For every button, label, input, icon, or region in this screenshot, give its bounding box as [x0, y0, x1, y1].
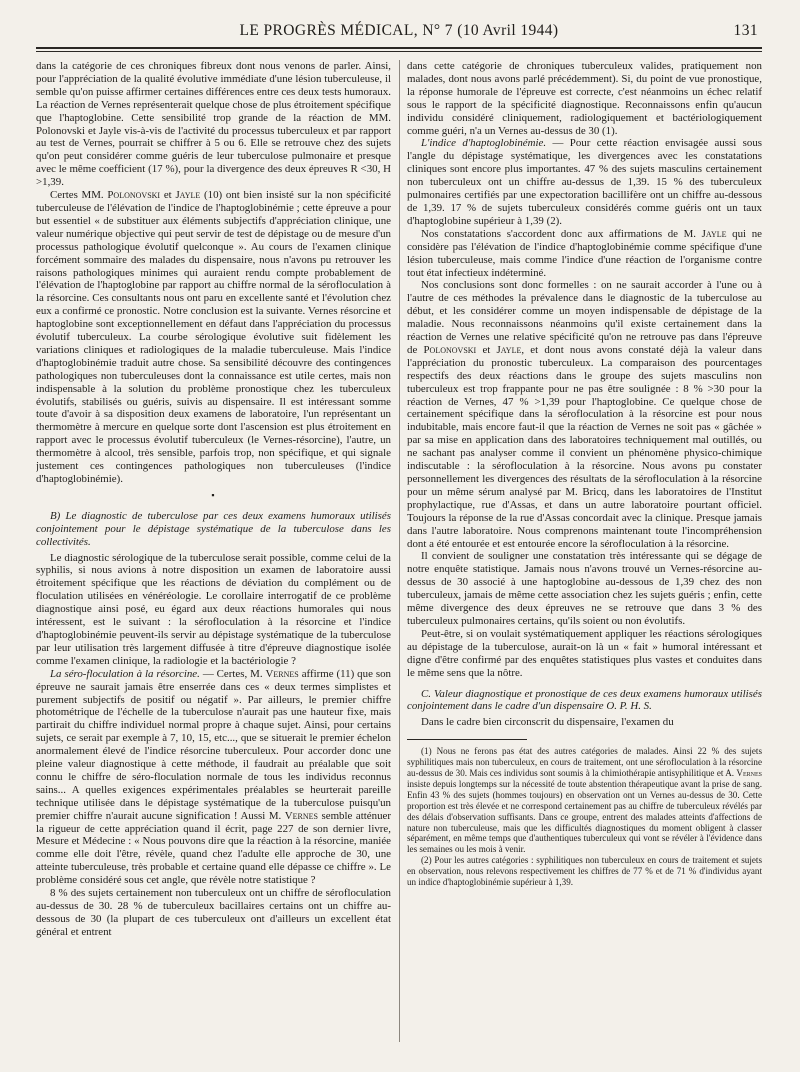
journal-page	[36, 22, 762, 1062]
paragraph: 8 % des sujets certainement non tuberculeux ont un chiffre de sérofloculation au-dessus de 30. 28 % de tuberculeux bacillaires certains ont un chiffre au-dessous de 30 (la plupart de ces tuberculeux ont d'ailleurs un excellent état général et entrent	[36, 887, 391, 938]
paragraph: Nos conclusions sont donc formelles : on ne saurait accorder à l'une ou à l'autre de ces méthodes la prévalence dans le diagnostic de la tuberculose au début, et les considérer comme un moyen indispensable de dépistage de la maladie. Nous reconnaissons néanmoins qu'il existe certainement dans la réaction de Vernes une relative spécificité qu'on ne retrouve pas dans l'épreuve de Polonovski et Jayle, et dont nous avons constaté déjà la valeur dans l'appréciation du pronostic tuberculeux. La comparaison des pourcentages respectifs des deux réactions dans le groupe des sujets masculins non tuberculeux est trop frappante pour ne pas être soulignée : 8 % >30 pour la réaction de Vernes, 47 % >1,39 pour l'haptoglobine. Ce quelque chose de certainement spécifique dans la sérofloculation à la résorcine est pour nous indubitable, mais encore faut-il que la réaction de Vernes ne soit pas « gâchée » par sa mise en application dans des laboratoires techniquement mal outillés, ou ne sachant pas analyser comme il convient un phénomène physico-chimique indiscutable : la sérofloculation à la résorcine. Nous avons pu constater personnellement les divergences des résultats de la sérofloculation à la résorcine pour un même sérum analysé par M. Bricq, dans les laboratoires de l'Institut prophylactique, rue d'Assas, et dans un autre laboratoire pourtant officiel. Toujours la réponse de la rue d'Assas concordait avec la clinique. Presque jamais dans l'autre laboratoire. Nous comprenons maintenant toute l'incompréhension dont a été entourée et est entourée encore la sérofloculation à la résorcine.	[407, 279, 762, 550]
journal-title: LE PROGRÈS MÉDICAL, N° 7 (10 Avril 1944)	[239, 22, 559, 39]
section-heading-c: C. Valeur diagnostique et pronostique de ces deux examens humoraux utilisés conjointement dans le cadre d'un dispensaire O. P. H. S.	[407, 687, 762, 713]
paragraph: Peut-être, si on voulait systématiquement appliquer les réactions sérologiques au dépistage de la tuberculose, aurait-on là un « fait » humoral intéressant et digne d'être confirmé par des enquêtes statistiques plus vastes et conduites dans le même sens que la nôtre.	[407, 627, 762, 679]
section-heading-b: B) Le diagnostic de tuberculose par ces deux examens humoraux utilisés conjointement pour le dépistage systématique de la tuberculose dans les collectivités.	[36, 509, 391, 548]
paragraph: Le diagnostic sérologique de la tuberculose serait possible, comme celui de la syphilis, si nous avions à notre disposition un examen de laboratoire aussi étroitement spécifique que les réactions de déviation du complément ou de floculation utilisées en vénéréologie. Le corollaire interrogatif de ce problème diagnostique ainsi posé, eu égard aux deux réactions humorales qui nous intéressent, est le suivant : la sérofloculation à la résorcine et l'indice d'haptoglobinémie peuvent-ils servir au dépistage systématique de la tuberculose par leur utilisation très largement diffusée à titre d'épreuve diagnostique isolée comme l'examen clinique, la radiologie et la bactériologie ?	[36, 551, 391, 667]
paragraph: Certes MM. Polonovski et Jayle (10) ont bien insisté sur la non spécificité tuberculeuse de l'élévation de l'indice de l'haptoglobinémie ; cette épreuve a pour but essentiel « de substituer aux éléments subjectifs d'appréciation clinique, une valeur numérique objective qui peut servir de test de dépistage ou de mesure d'un processus pathologique évolutif quelconque ». Au cours de l'examen clinique forcément sommaire des malades du dispensaire, nous n'avons pu retrouver les raisons pathologiques minimes qui auraient rendu compte probablement de l'élévation de l'haptoglobine par rapport au chiffre normal de la sérofloculation à la résorcine. Ces consultants nous ont paru en excellente santé et l'évolution chez eux a confirmé ce pronostic. Notre conclusion est la suivante. Vernes résorcine et haptoglobine sont exceptionnellement en défaut dans l'appréciation du processus évolutif tuberculeux. La courbe sérologique évolutive suit fidèlement les variations cliniques et radiologiques de la maladie tuberculeuse. Mais l'indice d'haptoglobinémie traduit autre chose. Sa sensibilité découvre des contingences pathologiques non tuberculeuses dont la connaissance est utile certes, mais non indispensable à la solution du problème pronostique chez les tuberculeux évolutifs, stabilisés ou guéris, suivis au dispensaire. Il est intéressant somme toute d'avoir à sa disposition deux examens de laboratoire, l'un représentant un thermomètre à mercure en quelque sorte dont l'ascension est plus étroitement en rapport avec le processus évolutif tuberculeux (le Vernes-résorcine), l'autre, un thermomètre à alcool, très sensible, parfois trop, non spécifique, et qui signale justement ces contingences pathologiques non tuberculeuses (l'indice d'haptoglobinémie).	[36, 189, 391, 485]
paragraph: L'indice d'haptoglobinémie. — Pour cette réaction envisagée aussi sous l'angle du dépistage systématique, les divergences avec les constatations cliniques sont encore plus importantes. 47 % des sujets masculins certainement non tuberculeux ont un chiffre au-dessus de 1,39. 15 % des tuberculeux pulmonaires certifiés par une expectoration bacillifère ont un chiffre au-dessous de 1,39. 17 % de sujets tuberculeux considérés comme guéris ont un taux d'haptoglobine supérieur à 1,39 (2).	[407, 137, 762, 227]
paragraph: Dans le cadre bien circonscrit du dispensaire, l'examen du	[421, 716, 674, 729]
running-header	[36, 22, 762, 44]
footnote: (1) Nous ne ferons pas état des autres catégories de malades. Ainsi 22 % des sujets syphilitiques mais non tuberculeux, en cours de traitement, ont une sérofloculation à la résorcine au-dessus de 30. Mais ces individus sont soumis à la chimiothérapie antisyphilitique et A. Vernes insiste depuis longtemps sur la nécessité de toute abstention thérapeutique avant la prise de sang. Enfin 43 % des sujets (hommes toujours) en observation ont un Vernes au-dessus de 30. Cette proportion est très élevée et ne correspond certainement pas au chiffre de tuberculeux révélés par des délais d'observation suffisants. Dans ce groupe, entrent des malades atteints d'affections de nature non tuberculeuse, mais que les difficultés diagnostiques du moment obligent à classer séparément, en même temps que d'authentiques tuberculeux qui vont se révéler à l'évidence dans les semaines ou les mois à venir.	[407, 746, 762, 855]
paragraph: dans la catégorie de ces chroniques fibreux dont nous venons de parler. Ainsi, pour l'appréciation de la qualité évolutive immédiate d'une lésion tuberculeuse, il semble qu'on puisse affirmer certaines différences entre ces deux tests humoraux. La réaction de Vernes représenterait quelque chose de plus étroitement spécifique que l'haptoglobine. Cette sensibilité trop grande de la réaction de MM. Polonovski et Jayle vis-à-vis de l'activité du processus tuberculeux et par rapport au test de Vernes, pourrait se chiffrer à 5 ou 6. Elle se retrouve chez des sujets qu'on peut considérer comme guéris de leur tuberculose pulmonaire et presque avec le même coefficient (17 %), pour la divergence des deux épreuves R <30, H >1,39.	[36, 60, 391, 189]
header-rule-thin	[36, 51, 762, 52]
footnote-rule	[407, 739, 527, 740]
paragraph: dans cette catégorie de chroniques tuberculeux valides, pratiquement non malades, dont nous avons parlé précédemment). Si, du point de vue pronostique, la réponse humorale de l'épreuve est correcte, c'est néanmoins un échec relatif sous le rapport de la spécificité diagnostique. Reconnaissons enfin qu'aucun individu considéré cliniquement, radiologiquement et bactériologiquement comme guéri, n'a un Vernes au-dessus de 30 (1).	[407, 60, 762, 137]
text-columns	[36, 60, 762, 1060]
page-number: 131	[733, 22, 758, 39]
paragraph: Nos constatations s'accordent donc aux affirmations de M. Jayle qui ne considère pas l'élévation de l'indice d'haptoglobinémie comme spécifique d'une lésion tuberculeuse, mais comme l'indice d'une réaction de l'organisme contre tout état infectieux indéterminé.	[407, 227, 762, 279]
left-column	[36, 60, 391, 1060]
footnote: (2) Pour les autres catégories : syphilitiques non tuberculeux en cours de traitement et sujets en observation, nous relevons respectivement les chiffres de 77 % et de 71 % d'individus ayant un indice d'haptoglobinémie supérieur à 1,39.	[407, 855, 762, 888]
paragraph: Il convient de souligner une constatation très intéressante qui se dégage de notre enquête statistique. Jamais nous n'avons trouvé un Vernes-résorcine au-dessus de 30 associé à une haptoglobine au-dessous de 1,39 chez des non tuberculeux, jamais de même cette association chez les sujets guéris ; enfin, cette même divergence des deux épreuves ne se retrouve que dans 3 % des tuberculeux pulmonaires certains, qu'ils soient ou non évolutifs.	[407, 550, 762, 627]
paragraph: La séro-floculation à la résorcine. — Certes, M. Vernes affirme (11) que son épreuve ne saurait jamais être enserrée dans ces « deux termes simplistes et purement subjectifs de positif ou négatif ». Par ailleurs, le premier chiffre photométrique de l'échelle de la tuberculose n'aurait pas une hauteur fixe, mais partirait du chiffre individuel normal propre à chaque sujet. Ainsi, pour certains sujets, ce serait par exemple à 7, 10, 15, etc..., que se situerait le premier échelon anormalement élevé de l'indice résorcine tuberculeux. Pour accorder donc une pleine valeur diagnostique à cette méthode, il faudrait au préalable que soit connu le chiffre de séro-floculation normale de tous les individus reconnus sains... A quelles exigences expérimentales préalables se heurterait pareille technique utilisée dans le dépistage systématique de la tuberculose puisqu'un premier chiffre n'aurait aucune signification ! Aussi M. Vernes semble atténuer la rigueur de cette appréciation quand il écrit, page 227 de son dernier livre, Mesure et Médecine : « Nous pouvons dire que la réaction à la résorcine, maniée comme elle doit l'être, révèle, quand chez l'adulte elle approche de 30, une atteinte tuberculeuse, très probable et certaine quand elle dépasse ce chiffre ». Le problème considéré sous cet angle, que révèle notre statistique ?	[36, 667, 391, 887]
right-column	[407, 60, 762, 1060]
separator-mark: ▪	[211, 489, 216, 500]
column-divider	[399, 60, 400, 1042]
header-rule	[36, 47, 762, 49]
